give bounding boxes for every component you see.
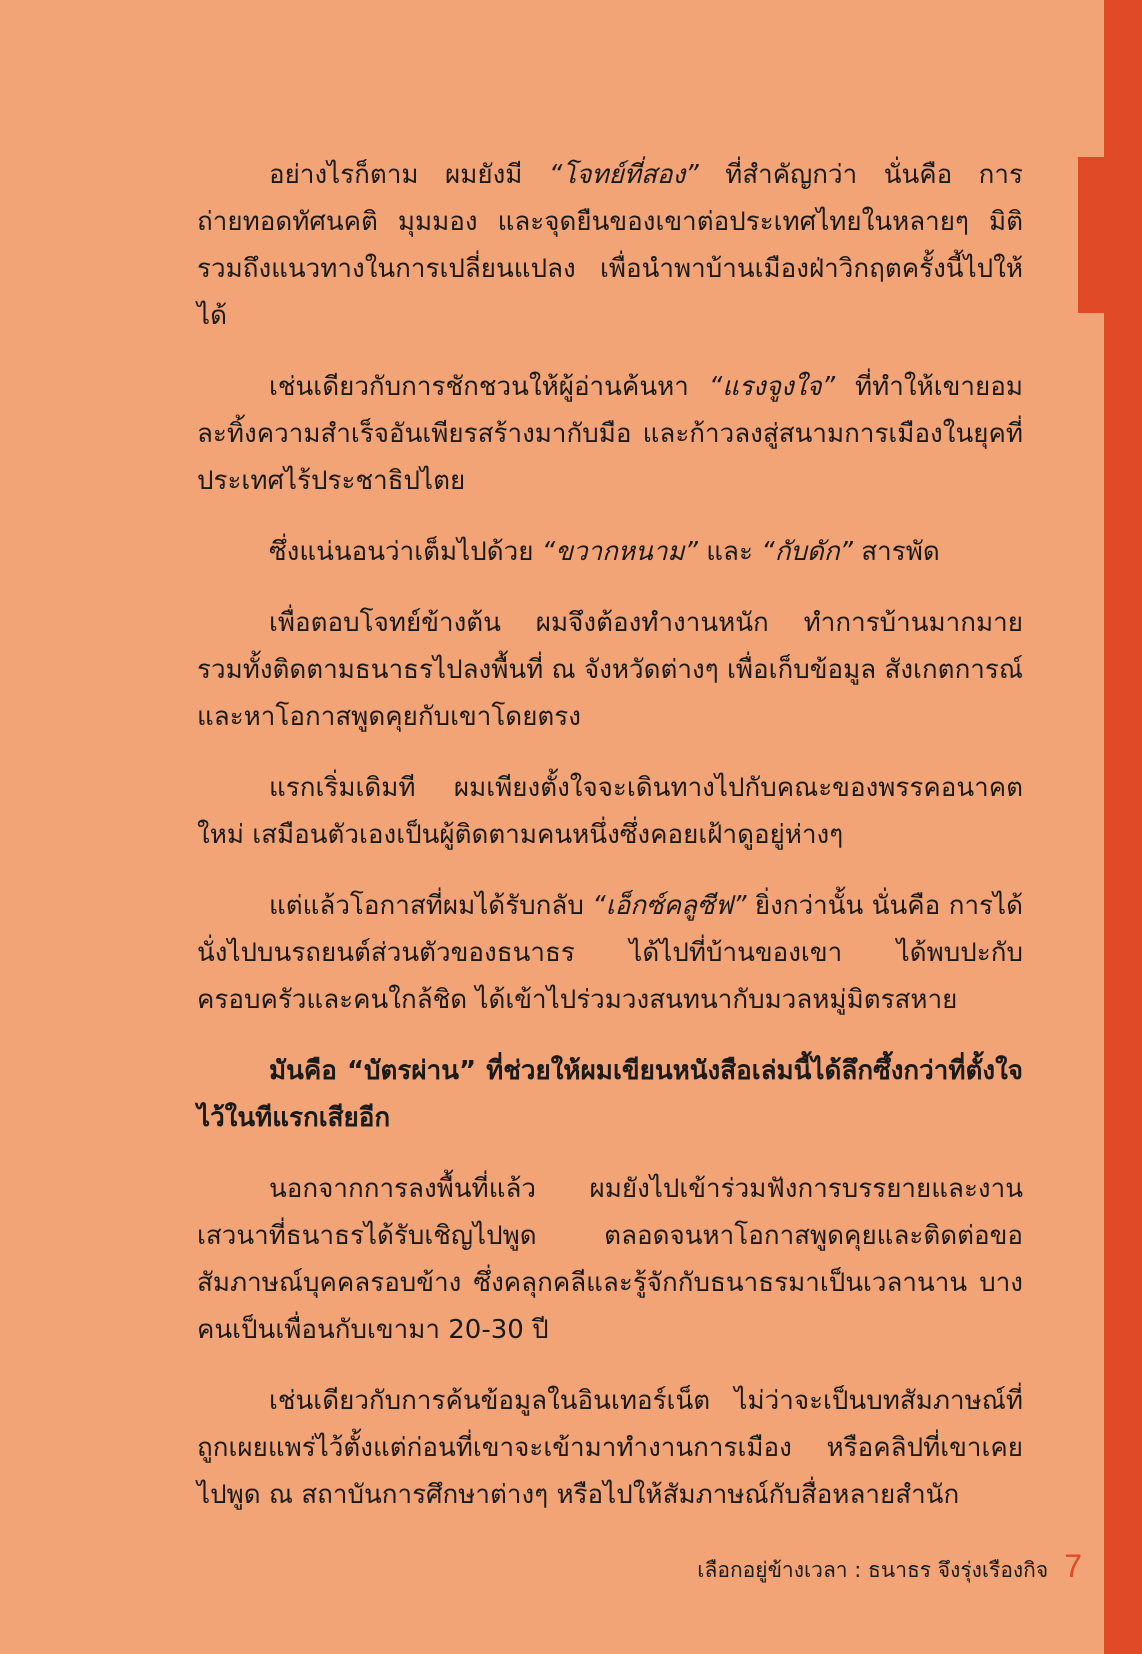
running-title: เลือกอยู่ข้างเวลา : ธนาธร จึงรุ่งเรืองกิจ (697, 1558, 1049, 1582)
emphasis: “แรงจูงใจ” (708, 372, 836, 402)
page-number: 7 (1064, 1548, 1082, 1584)
paragraph-6: แต่แล้วโอกาสที่ผมได้รับกลับ “เอ็กซ์คลูซีฟ” ยิ่งกว่านั้น นั่นคือ การได้นั่งไปบนรถยนต์ส่วนตัวของธนาธร ได้ไปที่บ้านของเขา ได้พบปะกับครอบครัวและคนใกล้ชิด ได้เข้าไปร่วมวงสนทนากับมวลหมู่มิตรสหาย (197, 891, 1023, 1015)
emphasis: “โจทย์ที่สอง” (548, 160, 699, 190)
paragraph-4: เพื่อตอบโจทย์ข้างต้น ผมจึงต้องทำงานหนัก ทำการบ้านมากมาย รวมทั้งติดตามธนาธรไปลงพื้นที่ ณ จังหวัดต่างๆ เพื่อเก็บข้อมูล สังเกตการณ์ และหาโอกาสพูดคุยกับเขาโดยตรง (197, 608, 1023, 732)
paragraph-8: นอกจากการลงพื้นที่แล้ว ผมยังไปเข้าร่วมฟังการบรรยายและงานเสวนาที่ธนาธรได้รับเชิญไปพูด ตลอดจนหาโอกาสพูดคุยและติดต่อขอสัมภาษณ์บุคคลรอบข้าง ซึ่งคลุกคลีและรู้จักกับธนาธรมาเป็นเวลานาน บางคนเป็นเพื่อนกับเขามา 20-30 ปี (197, 1174, 1023, 1345)
paragraph-1: อย่างไรก็ตาม ผมยังมี “โจทย์ที่สอง” ที่สำคัญกว่า นั่นคือ การถ่ายทอดทัศนคติ มุมมอง และจุดยืนของเขาต่อประเทศไทยในหลายๆ มิติ รวมถึงแนวทางในการเปลี่ยนแปลง เพื่อนำพาบ้านเมืองฝ่าวิกฤตครั้งนี้ไปให้ได้ (197, 160, 1023, 331)
page-footer (697, 1548, 1082, 1588)
paragraph-9: เช่นเดียวกับการค้นข้อมูลในอินเทอร์เน็ต ไม่ว่าจะเป็นบทสัมภาษณ์ที่ถูกเผยแพร่ไว้ตั้งแต่ก่อนที่เขาจะเข้ามาทำงานการเมือง หรือคลิปที่เขาเคยไปพูด ณ สถาบันการศึกษาต่างๆ หรือไปให้สัมภาษณ์กับสื่อหลายสำนัก (197, 1386, 1023, 1510)
emphasis: “ขวากหนาม” (541, 537, 699, 567)
paragraph-5: แรกเริ่มเดิมที ผมเพียงตั้งใจจะเดินทางไปกับคณะของพรรคอนาคตใหม่ เสมือนตัวเองเป็นผู้ติดตามคนหนึ่งซึ่งคอยเฝ้าดูอยู่ห่างๆ (197, 773, 1023, 850)
emphasis: “เอ็กซ์คลูซีฟ” (592, 891, 747, 921)
side-accent-tab (1078, 157, 1142, 313)
paragraph-2: เช่นเดียวกับการชักชวนให้ผู้อ่านค้นหา “แรงจูงใจ” ที่ทำให้เขายอมละทิ้งความสำเร็จอันเพียรสร้างมากับมือ และก้าวลงสู่สนามการเมืองในยุคที่ประเทศไร้ประชาธิปไตย (197, 372, 1023, 496)
paragraph-3: ซึ่งแน่นอนว่าเต็มไปด้วย “ขวากหนาม” และ “กับดัก” สารพัด (269, 537, 940, 567)
paragraph-7-highlight: มันคือ “บัตรผ่าน” ที่ช่วยให้ผมเขียนหนังสือเล่มนี้ได้ลึกซึ้งกว่าที่ตั้งใจไว้ในทีแรกเสียอีก (197, 1056, 1023, 1133)
body-text (197, 152, 1023, 1543)
emphasis: “กับดัก” (761, 537, 854, 567)
